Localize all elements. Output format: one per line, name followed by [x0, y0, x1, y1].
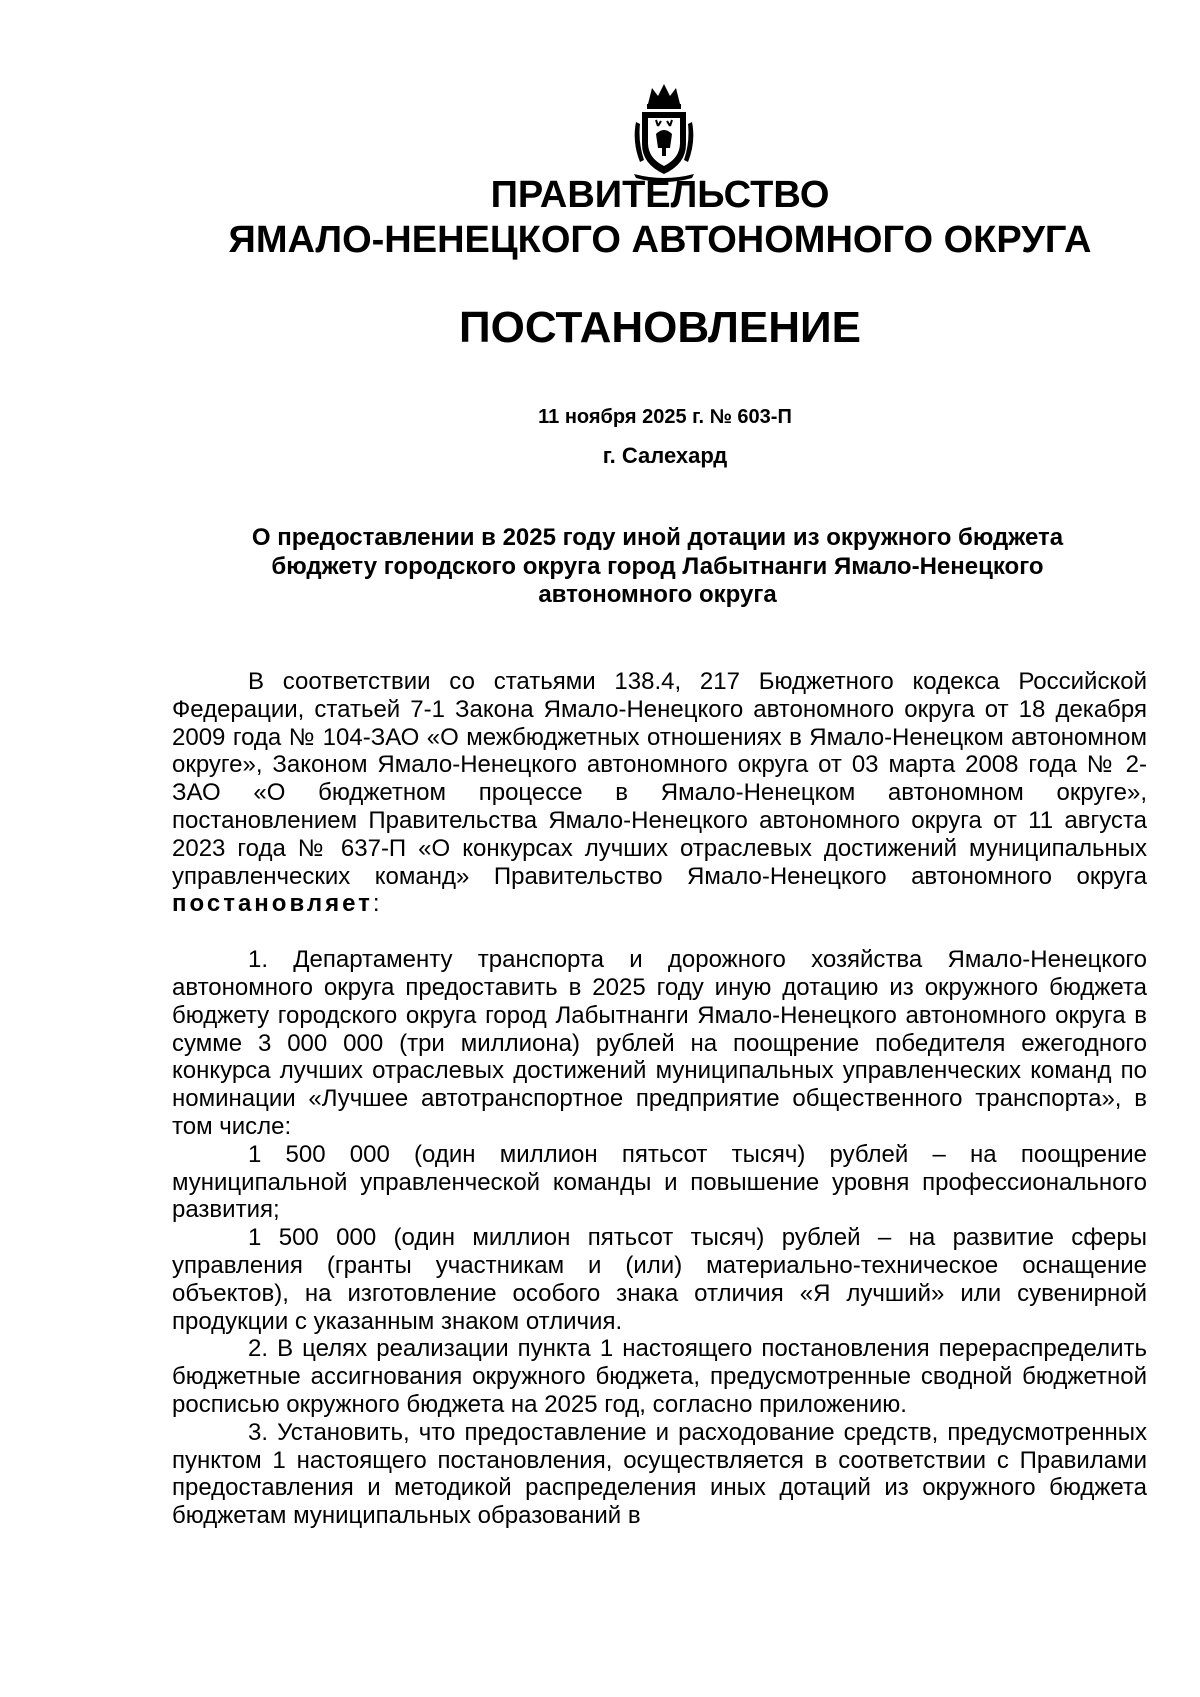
preamble-text: В соответствии со статьями 138.4, 217 Бюджетного кодекса Российской Федерации, статьей 7-1 Закона Ямало-Ненецкого автономного округа от 18 декабря 2009 года № 104-ЗАО «О межбюджетных отношениях в Ямало-Ненецком автономном округе», Законом Ямало-Ненецкого автономного округа от 03 марта 2008 года № 2-ЗАО «О бюджетном процессе в Ямало-Ненецком автономном округе», постановлением Правительства Ямало-Ненецкого автономного округа от 11 августа 2023 года № 637-П «О конкурсах лучших отраслевых достижений муниципальных управленческих команд» Правительство Ямало-Ненецкого автономного округа [172, 668, 1147, 890]
preamble-paragraph [172, 668, 1147, 918]
authority-line-1: ПРАВИТЕЛЬСТВО [490, 174, 830, 216]
document-title [170, 524, 1145, 610]
yamal-coat-of-arms-icon [628, 82, 700, 182]
city: г. Салехард [602, 443, 728, 468]
preamble-end: : [372, 890, 380, 918]
document-body [172, 668, 1147, 1530]
title-line-2: бюджету городского округа город Лабытнанги Ямало-Ненецкого [271, 552, 1044, 580]
title-line-1: О предоставлении в 2025 году иной дотации из окружного бюджета [251, 524, 1064, 551]
date-and-number: 11 ноября 2025 г. № 603-П [538, 406, 792, 428]
paragraph-2: 2. В целях реализации пункта 1 настоящего постановления перераспределить бюджетные ассигнования окружного бюджета, предусмотренные сводной бюджетной росписью окружного бюджета на 2025 год, согласно приложению. [172, 1335, 1147, 1418]
issuing-authority [0, 173, 1200, 263]
title-line-3: автономного округа [538, 581, 777, 608]
paragraph-3: 3. Установить, что предоставление и расходование средств, предусмотренных пунктом 1 настоящего постановления, осуществляется в соответствии с Правилами предоставления и методикой распределения иных дотаций из окружного бюджета бюджетам муниципальных образований в [172, 1418, 1147, 1530]
resolves-keyword: постановляет [172, 890, 373, 918]
paragraph-1: 1. Департаменту транспорта и дорожного хозяйства Ямало-Ненецкого автономного округа предоставить в 2025 году иную дотацию из окружного бюджета бюджету городского округа город Лабытнанги Ямало-Ненецкого автономного округа в сумме 3 000 000 (три миллиона) рублей на поощрение победителя ежегодного конкурса лучших отраслевых достижений муниципальных управленческих команд по номинации «Лучшее автотранспортное предприятие общественного транспорта», в том числе: [172, 946, 1147, 1140]
authority-line-2: ЯМАЛО-НЕНЕЦКОГО АВТОНОМНОГО ОКРУГА [228, 219, 1092, 261]
paragraph-1-item-b: 1 500 000 (один миллион пятьсот тысяч) рублей – на развитие сферы управления (гранты участникам и (или) материально-техническое оснащение объектов), на изготовление особого знака отличия «Я лучший» или сувенирной продукции с указанным знаком отличия. [172, 1224, 1147, 1335]
document-type: ПОСТАНОВЛЕНИЕ [458, 303, 862, 352]
paragraph-1-item-a: 1 500 000 (один миллион пятьсот тысяч) рублей – на поощрение муниципальной управленческой команды и повышение уровня профессионального развития; [172, 1140, 1147, 1224]
